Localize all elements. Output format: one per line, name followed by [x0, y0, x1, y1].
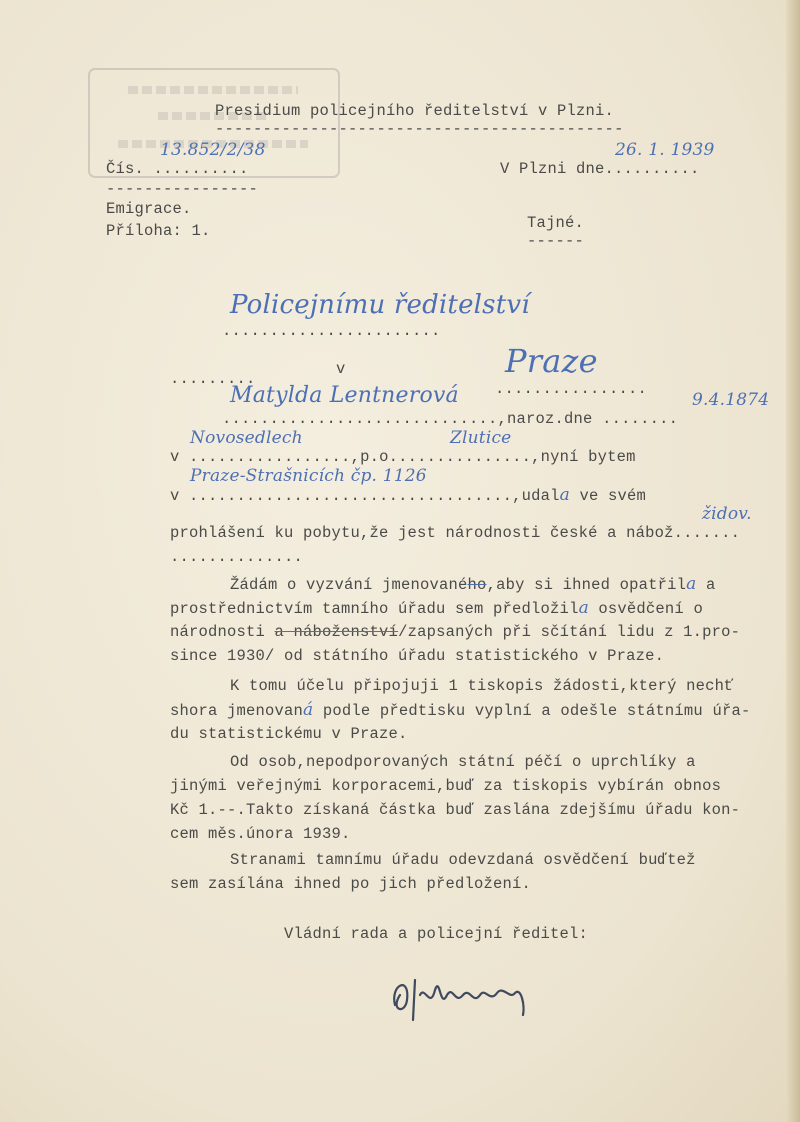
paragraph-2-line-3: du statistickému v Praze.	[170, 725, 408, 743]
number-line: Čís. ..........	[106, 160, 249, 178]
paragraph-1-line-1	[230, 575, 715, 594]
attachment: Příloha: 1.	[106, 222, 211, 240]
stated-suffix: a	[559, 485, 570, 505]
paper-edge	[786, 0, 800, 1122]
signatory-title: Vládní rada a policejní ředitel:	[284, 925, 589, 943]
paragraph-1-line-4: since 1930/ od státního úřadu statistického v Praze.	[170, 647, 665, 665]
paragraph-1-line-3	[170, 623, 740, 641]
signature	[385, 965, 535, 1030]
text: a	[696, 576, 716, 594]
paragraph-1-line-2	[170, 599, 703, 618]
text: prostřednictvím tamního úřadu sem předložil	[170, 600, 579, 618]
po-value: Zlutice	[450, 428, 512, 448]
city: Praze	[505, 342, 598, 380]
v2-label: v	[170, 487, 180, 505]
classification: Tajné.	[527, 214, 585, 232]
paragraph-3-line-3: Kč 1.--.Takto získaná částka buď zaslána zdejšímu úřadu kon-	[170, 801, 741, 819]
born-value: 9.4.1874	[692, 390, 770, 410]
recipient: Policejnímu ředitelství	[230, 290, 530, 320]
paragraph-2-line-2	[170, 701, 750, 720]
document-title: Presidium policejního ředitelství v Plzni.	[215, 102, 615, 120]
recipient-dots: .......................	[222, 322, 441, 340]
signature-scribble	[385, 965, 535, 1025]
subject-name: Matylda Lentnerová	[230, 383, 459, 408]
city-dots: ................	[495, 380, 648, 398]
v-label: v	[336, 360, 346, 378]
struck-text: a náboženství	[274, 623, 399, 641]
department: Emigrace.	[106, 200, 192, 218]
number-value: 13.852/2/38	[160, 140, 266, 160]
handwritten-insert: a	[578, 598, 589, 618]
date-value: 26. 1. 1939	[615, 140, 715, 160]
text: /zapsaných při sčítání lidu z 1.pro-	[398, 623, 741, 641]
paragraph-3-line-1: Od osob,nepodporovaných státní péčí o uprchlíky a	[230, 753, 696, 771]
residence: Praze-Strašnicích čp. 1126	[190, 466, 427, 486]
residence-line: v ..................................,udala ve svém	[170, 485, 646, 505]
text: ,aby si ihned opatřil	[486, 576, 687, 594]
place-date-label: V Plzni dne	[500, 160, 605, 178]
stated-label: ,udal	[512, 487, 560, 505]
born-label: ,naroz.dne	[497, 410, 593, 428]
classification-underline: ------	[527, 232, 585, 250]
paragraph-3-line-4: cem měs.února 1939.	[170, 825, 351, 843]
birthplace: Novosedlech	[190, 428, 303, 448]
now-label: ,nyní bytem	[531, 448, 636, 466]
po-label: ,p.o.	[350, 448, 399, 466]
number-label: Čís.	[106, 160, 145, 178]
handwritten-insert: a	[686, 574, 697, 594]
v1-label: v	[170, 448, 180, 466]
place-date-line: V Plzni dne..........	[500, 160, 700, 178]
paragraph-3-line-2: jinými veřejnými korporacemi,buď za tiskopis vybírán obnos	[170, 777, 722, 795]
v-dots: .........	[170, 370, 256, 388]
paragraph-4-line-2: sem zasílána ihned po jich předložení.	[170, 875, 532, 893]
name-line: .............................,naroz.dne ........	[222, 410, 679, 428]
text: shora jmenovan	[170, 702, 304, 720]
religion: židov.	[702, 504, 752, 524]
struck-text: ho	[467, 576, 487, 594]
paragraph-4-line-1: Stranami tamnímu úřadu odevzdaná osvědčení buďtež	[230, 851, 696, 869]
handwritten-insert: á	[303, 700, 314, 720]
birthplace-line: v .................,p.o...............,nyní bytem	[170, 448, 636, 466]
text: osvědčení o	[588, 600, 703, 618]
nationality-text: prohlášení ku pobytu,že jest národnosti české a nábož.	[170, 524, 684, 542]
text: národnosti	[170, 623, 275, 641]
text: Žádám o vyzvání jmenované	[230, 576, 468, 594]
nationality-line: prohlášení ku pobytu,že jest národnosti české a nábož.......	[170, 524, 741, 542]
stated-rest: ve svém	[569, 487, 646, 505]
title-underline: -------------------------------------------	[215, 120, 624, 138]
paragraph-2-line-1: K tomu účelu připojuji 1 tiskopis žádosti,který nechť	[230, 677, 734, 695]
continuation-dots: ..............	[170, 548, 304, 566]
number-underline: ----------------	[106, 180, 259, 198]
text: podle předtisku vyplní a odešle státnímu úřa-	[313, 702, 751, 720]
